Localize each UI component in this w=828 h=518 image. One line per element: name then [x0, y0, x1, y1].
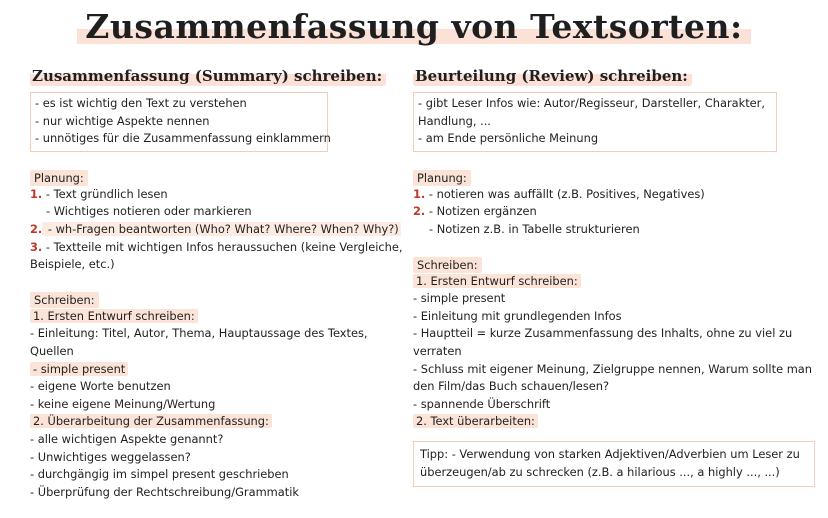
summary-step1-item: - simple present	[30, 361, 410, 379]
summary-intro-box	[30, 92, 331, 152]
review-step1-item: - Einleitung mit grundlegenden Infos	[413, 308, 622, 323]
review-column	[413, 66, 813, 487]
summary-step1-item: - Einleitung: Titel, Autor, Thema, Hauptaussage des Textes, Quellen	[30, 326, 368, 358]
summary-planung-item: 2. - wh-Fragen beantworten (Who? What? Where? When? Why?)	[30, 221, 399, 236]
review-intro-item: - am Ende persönliche Meinung	[418, 131, 599, 146]
review-planung-label: Planung:	[413, 170, 471, 186]
summary-step2-item: - Unwichtiges weggelassen?	[30, 449, 191, 464]
review-step1-item: - spannende Überschrift	[413, 396, 551, 411]
summary-intro-item: - unnötiges für die Zusammenfassung einklammern	[35, 131, 331, 146]
summary-planung-label: Planung:	[30, 170, 88, 186]
summary-heading: Zusammenfassung (Summary) schreiben:	[30, 66, 386, 86]
review-tip-text: Tipp: - Verwendung von starken Adjektiven/Adverbien um Leser zu überzeugen/ab zu schrecken (z.B. a hilarious ..., a highly ..., ...)	[420, 446, 800, 479]
summary-step1-item: - keine eigene Meinung/Wertung	[30, 396, 216, 411]
review-heading: Beurteilung (Review) schreiben:	[413, 66, 692, 86]
page-title-wrap	[0, 6, 828, 52]
review-planung-item: 2. - Notizen ergänzen	[413, 204, 537, 219]
review-schreiben-label: Schreiben:	[413, 257, 482, 273]
summary-schreiben-label: Schreiben:	[30, 292, 99, 308]
summary-intro-item: - es ist wichtig den Text zu verstehen	[35, 96, 247, 110]
summary-planung-item: 1. - Text gründlich lesen	[30, 186, 168, 201]
summary-step2: 2. Überarbeitung der Zusammenfassung:	[30, 413, 410, 431]
review-intro-item: - gibt Leser Infos wie: Autor/Regisseur, Darsteller, Charakter, Handlung, ...	[418, 96, 765, 128]
summary-step2-item: - Überprüfung der Rechtschreibung/Grammatik	[30, 484, 299, 499]
review-step1-item: - simple present	[413, 291, 506, 306]
summary-step1-item: - eigene Worte benutzen	[30, 379, 171, 394]
summary-step2-item: - durchgängig im simpel present geschrieben	[30, 467, 289, 482]
summary-step2-item: - alle wichtigen Aspekte genannt?	[30, 431, 224, 446]
review-step2: 2. Text überarbeiten:	[413, 413, 813, 431]
review-step1: 1. Ersten Entwurf schreiben:	[413, 273, 813, 291]
summary-planung-item: 3. - Textteile mit wichtigen Infos heraussuchen (keine Vergleiche, Beispiele, etc.)	[30, 239, 403, 272]
summary-intro-item: - nur wichtige Aspekte nennen	[35, 113, 210, 128]
summary-step1: 1. Ersten Entwurf schreiben:	[30, 308, 410, 326]
review-tip-box	[413, 441, 815, 487]
review-planung-subitem: - Notizen z.B. in Tabelle strukturieren	[429, 221, 640, 236]
summary-column	[30, 66, 410, 501]
review-planung-item: 1. - notieren was auffällt (z.B. Positives, Negatives)	[413, 186, 705, 201]
summary-planung-subitem: - Wichtiges notieren oder markieren	[46, 204, 252, 219]
review-step1-item: - Schluss mit eigener Meinung, Zielgruppe nennen, Warum sollte man den Film/das Buch schauen/lesen?	[413, 361, 812, 394]
page-title: Zusammenfassung von Textsorten:	[77, 6, 750, 48]
review-intro-box	[413, 92, 777, 152]
review-step1-item: - Hauptteil = kurze Zusammenfassung des Inhalts, ohne zu viel zu verraten	[413, 326, 793, 358]
